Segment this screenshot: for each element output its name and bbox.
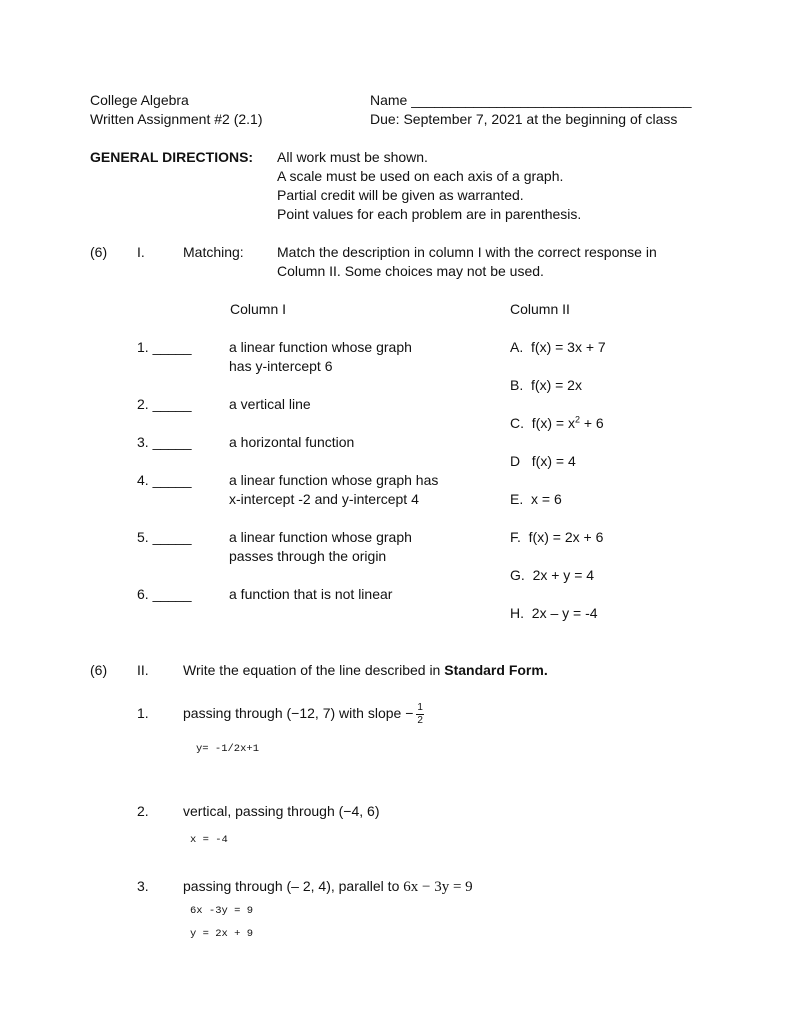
problem-number: 1. [137, 705, 149, 721]
section1-title: Matching: [183, 244, 244, 260]
choice-text: f(x) = 2x [531, 377, 582, 393]
handwritten-answer: x = -4 [190, 834, 228, 846]
problem-text [183, 698, 424, 728]
matching-answer-blank[interactable]: 3. _____ [137, 434, 192, 450]
choice-text: x = 6 [531, 491, 562, 507]
course-title: College Algebra [90, 92, 189, 108]
direction-line: Partial credit will be given as warranted. [277, 187, 524, 203]
choice-letter: E. [510, 491, 524, 507]
choice-a [510, 338, 606, 357]
fraction-denominator: 2 [417, 714, 423, 726]
name-line [370, 91, 692, 110]
choice-c [510, 414, 604, 433]
choice-text: f(x) = 2x + 6 [528, 529, 604, 545]
column1-header: Column I [230, 301, 287, 317]
choice-letter: D [510, 453, 521, 469]
choice-h [510, 604, 598, 623]
choice-letter: F. [510, 529, 521, 545]
item-description: a linear function whose graph [229, 339, 412, 355]
problem-equation: 6x − 3y = 9 [403, 879, 473, 895]
choice-d [510, 452, 576, 471]
item-description: a function that is not linear [229, 586, 393, 602]
choice-text: 2x + y = 4 [532, 567, 595, 583]
choice-text: f(x) = x [531, 415, 575, 431]
handwritten-answer: y= -1/2x+1 [196, 743, 260, 755]
due-date: Due: September 7, 2021 at the beginning of class [370, 111, 678, 127]
item-description: a horizontal function [229, 434, 355, 450]
problem-description: passing through (– 2, 4), parallel to [183, 878, 404, 894]
section2-title [183, 661, 548, 680]
column2-header: Column II [510, 301, 570, 317]
section1-instructions-line: Column II. Some choices may not be used. [277, 263, 544, 279]
direction-line: Point values for each problem are in parenthesis. [277, 206, 582, 222]
section2-title-bold: Standard Form. [444, 662, 548, 678]
directions-label: GENERAL DIRECTIONS: [90, 149, 254, 165]
choice-text: + 6 [579, 415, 604, 431]
item-description: a linear function whose graph has [229, 472, 439, 488]
matching-answer-blank[interactable]: 6. _____ [137, 586, 192, 602]
section2-numeral: II. [137, 662, 149, 678]
matching-answer-blank[interactable]: 1. _____ [137, 339, 192, 355]
item-description: has y-intercept 6 [229, 358, 333, 374]
choice-letter: H. [510, 605, 524, 621]
choice-exponent: 2 [574, 414, 580, 425]
section1-numeral: I. [137, 244, 145, 260]
section2-points: (6) [90, 662, 108, 678]
direction-line: A scale must be used on each axis of a graph. [277, 168, 564, 184]
choice-letter: C. [510, 415, 524, 431]
matching-answer-blank[interactable]: 2. _____ [137, 396, 192, 412]
name-blank: ____________________________________ [411, 92, 692, 108]
assignment-title: Written Assignment #2 (2.1) [90, 111, 263, 127]
handwritten-answer: 6x -3y = 9 [190, 905, 254, 917]
choice-g [510, 566, 594, 585]
section1-points: (6) [90, 244, 108, 260]
choice-b [510, 376, 582, 395]
name-label: Name [370, 92, 408, 108]
slope-fraction [416, 703, 424, 726]
item-description: passes through the origin [229, 548, 387, 564]
problem-description: passing through (−12, 7) with slope − [183, 705, 414, 721]
handwritten-answer: y = 2x + 9 [190, 928, 254, 940]
problem-text [183, 877, 473, 897]
item-description: a vertical line [229, 396, 311, 412]
choice-text: f(x) = 4 [531, 453, 576, 469]
item-description: a linear function whose graph [229, 529, 412, 545]
problem-text: vertical, passing through (−4, 6) [183, 803, 380, 819]
choice-text: f(x) = 3x + 7 [531, 339, 606, 355]
section1-instructions-line: Match the description in column I with the correct response in [277, 244, 657, 260]
choice-f [510, 528, 603, 547]
problem-number: 2. [137, 803, 149, 819]
item-description: x-intercept -2 and y-intercept 4 [229, 491, 419, 507]
section2-title-text: Write the equation of the line described in [183, 662, 445, 678]
choice-letter: B. [510, 377, 524, 393]
matching-answer-blank[interactable]: 5. _____ [137, 529, 192, 545]
direction-line: All work must be shown. [277, 149, 428, 165]
matching-answer-blank[interactable]: 4. _____ [137, 472, 192, 488]
choice-letter: A. [510, 339, 524, 355]
choice-e [510, 490, 562, 509]
problem-number: 3. [137, 878, 149, 894]
choice-text: 2x – y = -4 [531, 605, 598, 621]
fraction-numerator: 1 [417, 701, 423, 713]
choice-letter: G. [510, 567, 525, 583]
